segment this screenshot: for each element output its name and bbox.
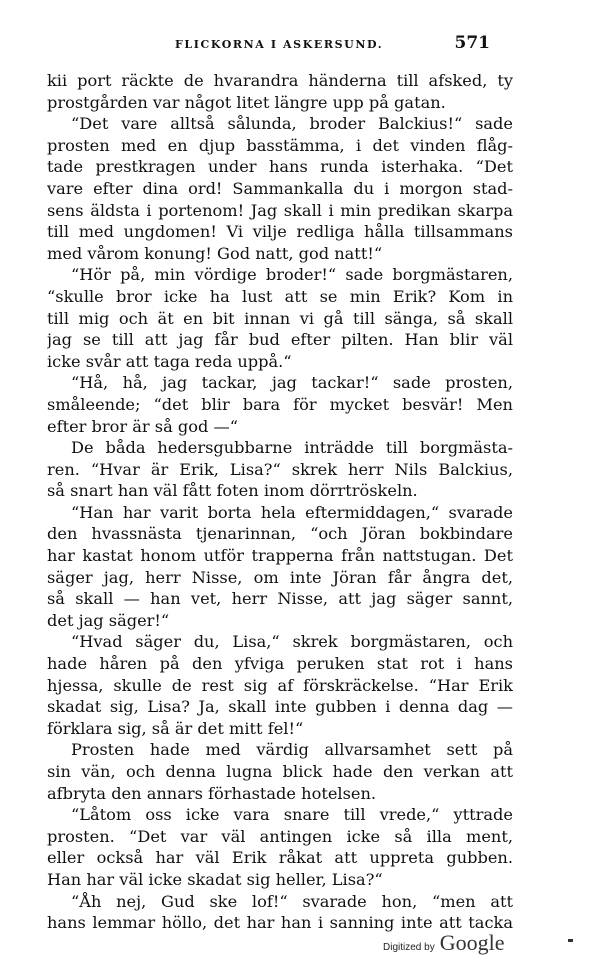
text-line: förklara sig, så är det mitt fel!“ [47,718,304,738]
text-line: “Han har varit borta hela eftermiddagen,“ svarade [71,502,513,522]
text-line: efter bror är så god —“ [47,416,238,436]
text-line: det jag säger!“ [47,610,170,630]
text-line: “Låtom oss icke vara snare till vrede,“ yttrade [71,805,513,825]
text-line: till med ungdomen! Vi vilje redliga hålla tillsammans [47,222,513,242]
text-line: säger jag, herr Nisse, om inte Jöran får ångra det, [47,567,513,587]
text-line: till mig och ät en bit innan vi gå till sänga, så skall [47,308,513,328]
text-line: “Det vare alltså sålunda, broder Balckius!“ sade [71,114,513,134]
running-title: FLICKORNA I ASKERSUND. [175,38,384,51]
text-line: jag se till att jag får bud efter pilten. Han blir väl [47,330,513,350]
text-line: sin vän, och denna lugna blick hade den verkan att [47,762,513,781]
text-line: småleende; “det blir bara för mycket besvär! Men [47,394,513,414]
text-line: Prosten hade med värdig allvarsamhet sett på [71,740,513,760]
text-line: sens äldsta i portenom! Jag skall i min predikan skarpa [47,200,513,220]
text-line: kii port räckte de hvarandra händerna till afsked, ty [47,71,513,90]
digitization-credit [383,930,505,960]
text-line: hjessa, skulle de rest sig af förskräckelse. “Har Erik [47,675,513,695]
text-line: prosten med en djup basstämma, i det vinden flåg- [47,135,513,155]
page-header [175,33,490,60]
text-line: “Åh nej, Gud ske lof!“ svarade hon, “men att [71,891,513,911]
scan-mark [568,939,573,942]
text-line: icke svår att taga reda uppå.“ [47,351,292,371]
text-line: skadat sig, Lisa? Ja, skall inte gubben i denna dag — [47,697,513,717]
text-line: så snart han väl fått foten inom dörrtröskeln. [47,481,418,501]
text-line: afbryta den annars förhastade hotelsen. [47,783,377,803]
text-line: med vårom konung! God natt, god natt!“ [47,243,383,263]
body-text [47,70,513,934]
text-line: hans lemmar höllo, det har han i sanning inte att tacka [47,913,513,933]
text-line: “skulle bror icke ha lust att se min Erik? Kom in [47,286,513,306]
text-line: har kastat honom utför trapperna från nattstugan. Det [47,546,513,566]
text-line: De båda hedersgubbarne inträdde till borgmästa- [71,438,513,458]
text-line: “Hvad säger du, Lisa,“ skrek borgmästaren, och [71,632,513,652]
text-line: den hvassnästa tjenarinnan, “och Jöran bokbindare [47,524,513,544]
text-line: prostgården var något litet längre upp på gatan. [47,92,446,112]
text-line: ren. “Hvar är Erik, Lisa?“ skrek herr Nils Balckius, [47,459,513,479]
text-line: tade prestkragen under hans runda isterhaka. “Det [47,157,513,177]
digitized-by-label: Digitized by [383,942,435,953]
text-line: “Hör på, min vördige broder!“ sade borgmästaren, [71,265,513,285]
text-line: Han har väl icke skadat sig heller, Lisa?“ [47,869,383,889]
text-line: “Hå, hå, jag tackar, jag tackar!“ sade prosten, [71,373,513,393]
text-line: hade håren på den yfviga peruken stat rot i hans [47,654,513,674]
text-line: eller också har väl Erik råkat att uppreta gubben. [47,848,513,868]
google-logo: Google [439,930,505,955]
text-line: så skall — han vet, herr Nisse, att jag säger sannt, [47,589,513,609]
text-line: vare efter dina ord! Sammankalla du i morgon stad- [47,178,513,198]
page-number: 571 [454,33,490,53]
text-line: prosten. “Det var väl antingen icke så illa ment, [47,826,513,846]
